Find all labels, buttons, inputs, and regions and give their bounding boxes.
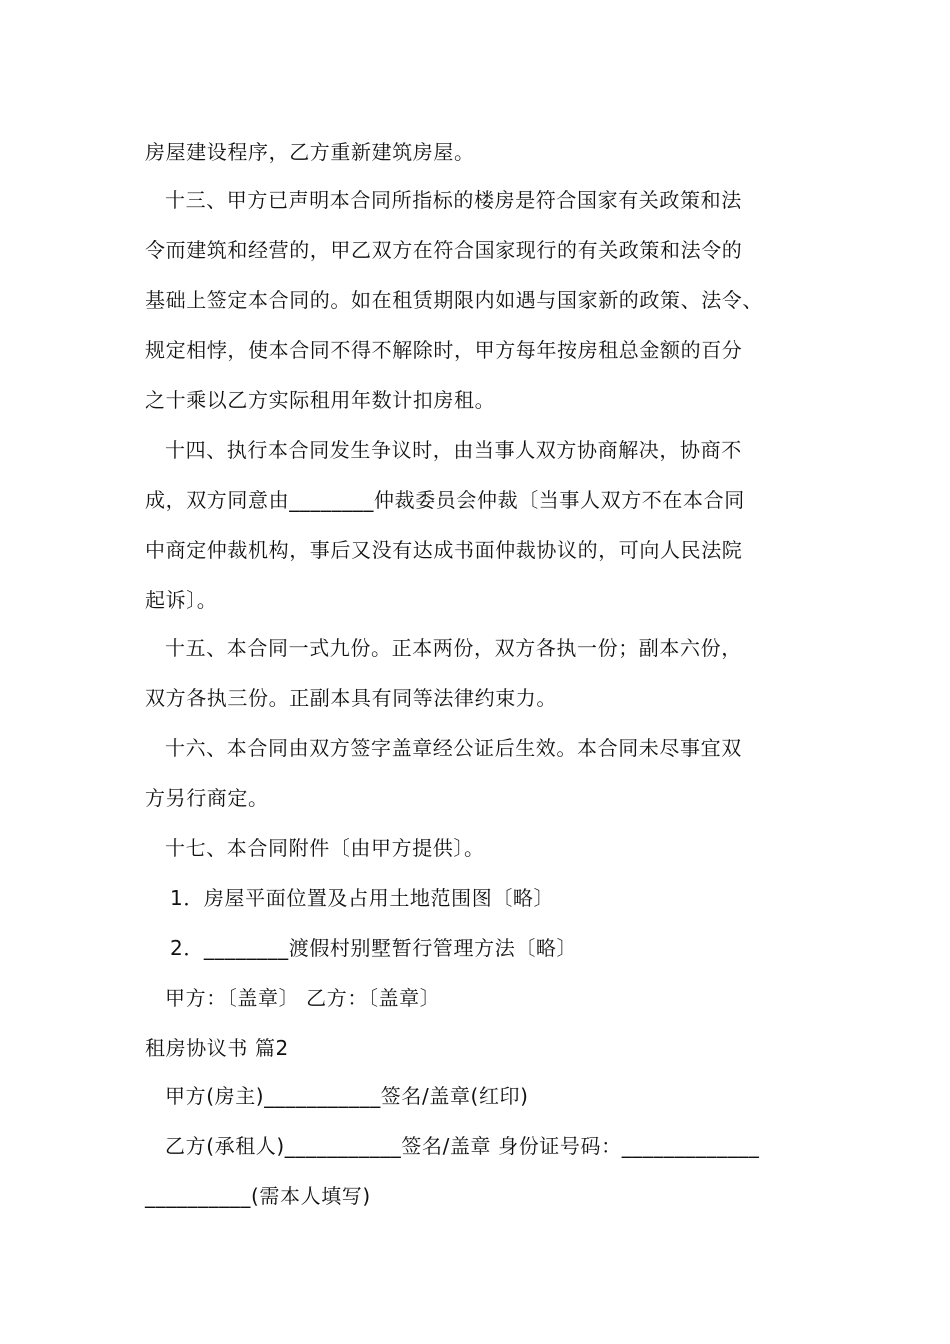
clause-16-line-2: 方另行商定。	[145, 786, 269, 810]
party-a-line: 甲方(房主)___________签名/盖章(红印)	[165, 1084, 529, 1108]
clause-13-line-5: 之十乘以乙方实际租用年数计扣房租。	[145, 388, 496, 412]
clause-14-line-4: 起诉〕。	[145, 588, 218, 612]
signature-line: 甲方：〔盖章〕 乙方：〔盖章〕	[165, 986, 441, 1010]
section-heading: 租房协议书 篇2	[145, 1036, 289, 1060]
clause-13-line-4: 规定相悖，使本合同不得不解除时，甲方每年按房租总金额的百分	[145, 338, 743, 362]
attachment-item-1: 1．房屋平面位置及占用土地范围图〔略〕	[170, 886, 555, 910]
clause-13-line-1: 十三、甲方已声明本合同所指标的楼房是符合国家有关政策和法	[165, 188, 742, 212]
clause-15-line-2: 双方各执三份。正副本具有同等法律约束力。	[145, 686, 557, 710]
clause-15-line-1: 十五、本合同一式九份。正本两份，双方各执一份；副本六份，	[165, 636, 742, 660]
text-line-1: 房屋建设程序，乙方重新建筑房屋。	[145, 140, 475, 164]
clause-14-line-1: 十四、执行本合同发生争议时，由当事人双方协商解决，协商不	[165, 438, 742, 462]
attachment-item-2: 2．________渡假村别墅暂行管理方法〔略〕	[170, 936, 578, 960]
clause-14-line-3: 中商定仲裁机构，事后又没有达成书面仲裁协议的，可向人民法院	[145, 538, 743, 562]
clause-17-line: 十七、本合同附件〔由甲方提供〕。	[165, 836, 485, 860]
clause-16-line-1: 十六、本合同由双方签字盖章经公证后生效。本合同未尽事宜双	[165, 736, 742, 760]
clause-13-line-3: 基础上签定本合同的。如在租赁期限内如遇与国家新的政策、法令、	[145, 288, 763, 312]
party-b-line: 乙方(承租人)___________签名/盖章 身份证号码：_____________	[165, 1134, 760, 1158]
clause-13-line-2: 令而建筑和经营的，甲乙双方在符合国家现行的有关政策和法令的	[145, 238, 743, 262]
clause-14-line-2: 成，双方同意由________仲裁委员会仲裁〔当事人双方不在本合同	[145, 488, 745, 512]
party-b-continuation: __________(需本人填写)	[145, 1184, 371, 1208]
